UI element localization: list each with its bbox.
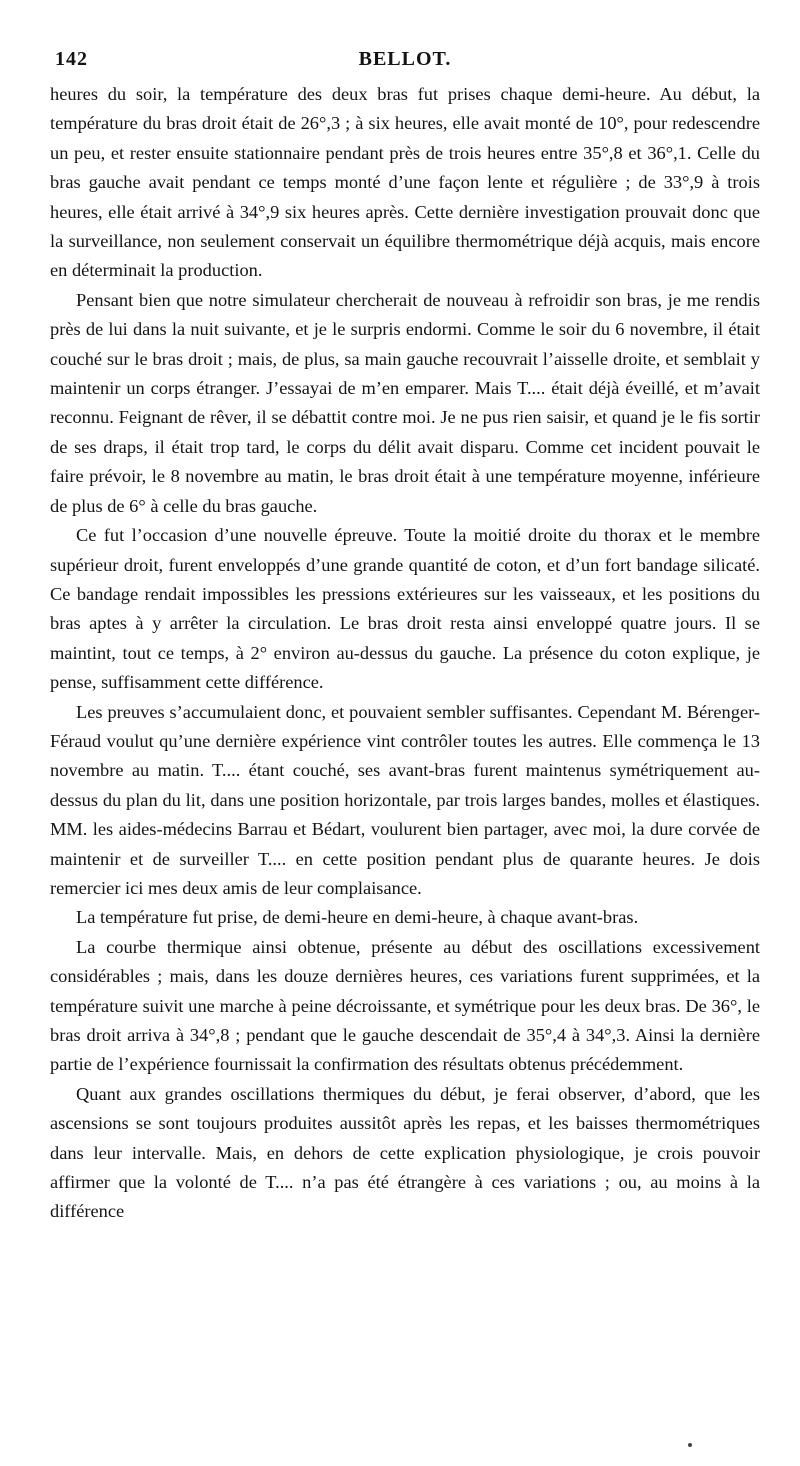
page-header (50, 40, 760, 80)
paragraph: La courbe thermique ainsi obtenue, présente au début des oscillations excessivement considérables ; mais, dans les douze dernières heures, ces variations furent supprimées, et la température suivit une marche à peine décroissante, et symétrique pour les deux bras. De 36°, le bras droit arriva à 34°,8 ; pendant que le gauche descendait de 35°,4 à 34°,3. Ainsi la dernière partie de l’expérience fournissait la confirmation des résultats obtenus précédemment. (50, 936, 760, 1075)
paragraph-continuation: heures du soir, la température des deux bras fut prises chaque demi-heure. Au début, la température du bras droit était de 26°,3 ; à six heures, elle avait monté de 10°, pour redescendre un peu, et rester ensuite stationnaire pendant près de trois heures entre 35°,8 et 36°,1. Celle du bras gauche avait pendant ce temps monté d’une façon lente et régulière ; de 33°,9 à trois heures, elle était arrivé à 34°,9 six heures après. Cette dernière investigation prouvait donc que la surveillance, non seulement conservait un équilibre thermométrique déjà acquis, mais encore en déterminait la production. (50, 84, 760, 281)
page-number: 142 (55, 48, 88, 70)
paragraph: Les preuves s’accumulaient donc, et pouvaient sembler suffisantes. Cependant M. Bérenger-Féraud voulut qu’une dernière expérience vint contrôler toutes les autres. Elle commença le 13 novembre au matin. T.... étant couché, ses avant-bras furent maintenus symétriquement au-dessus du plan du lit, dans une position horizontale, par trois larges bandes, molles et élastiques. MM. les aides-médecins Barrau et Bédart, voulurent bien partager, avec moi, la dure corvée de maintenir et de surveiller T.... en cette position pendant plus de quarante heures. Je dois remercier ici mes deux amis de leur complaisance. (50, 701, 760, 898)
paragraph: Ce fut l’occasion d’une nouvelle épreuve. Toute la moitié droite du thorax et le membre supérieur droit, furent enveloppés d’une grande quantité de coton, et d’un fort bandage silicaté. Ce bandage rendait impossibles les pressions extérieures sur les vaisseaux, et les positions du bras aptes à y arrêter la circulation. Le bras droit resta ainsi enveloppé quatre jours. Il se maintint, tout ce temps, à 2° environ au-dessus du gauche. La présence du coton explique, je pense, suffisamment cette différence. (50, 525, 760, 693)
book-page (50, 40, 760, 1227)
paragraph: Quant aux grandes oscillations thermiques du début, je ferai observer, d’abord, que les ascensions se sont toujours produites aussitôt après les repas, et les baisses thermométriques dans leur intervalle. Mais, en dehors de cette explication physiologique, je crois pouvoir affirmer que la volonté de T.... n’a pas été étrangère à ces variations ; ou, au moins à la différence (50, 1083, 760, 1222)
print-speck (688, 1443, 692, 1447)
paragraph: La température fut prise, de demi-heure en demi-heure, à chaque avant-bras. (76, 907, 639, 928)
running-head: BELLOT. (358, 48, 452, 70)
paragraph: Pensant bien que notre simulateur chercherait de nouveau à refroidir son bras, je me rendis près de lui dans la nuit suivante, et je le surpris endormi. Comme le soir du 6 novembre, il était couché sur le bras droit ; mais, de plus, sa main gauche recouvrait l’aisselle droite, et semblait y maintenir un corps étranger. J’essayai de m’en emparer. Mais T.... était déjà éveillé, et m’avait reconnu. Feignant de rêver, il se débattit contre moi. Je ne pus rien saisir, et quand je le fis sortir de ses draps, il était trop tard, le corps du délit avait disparu. Comme cet incident pouvait le faire prévoir, le 8 novembre au matin, le bras droit était à une température moyenne, inférieure de plus de 6° à celle du bras gauche. (50, 289, 760, 516)
body-text (50, 80, 760, 1227)
